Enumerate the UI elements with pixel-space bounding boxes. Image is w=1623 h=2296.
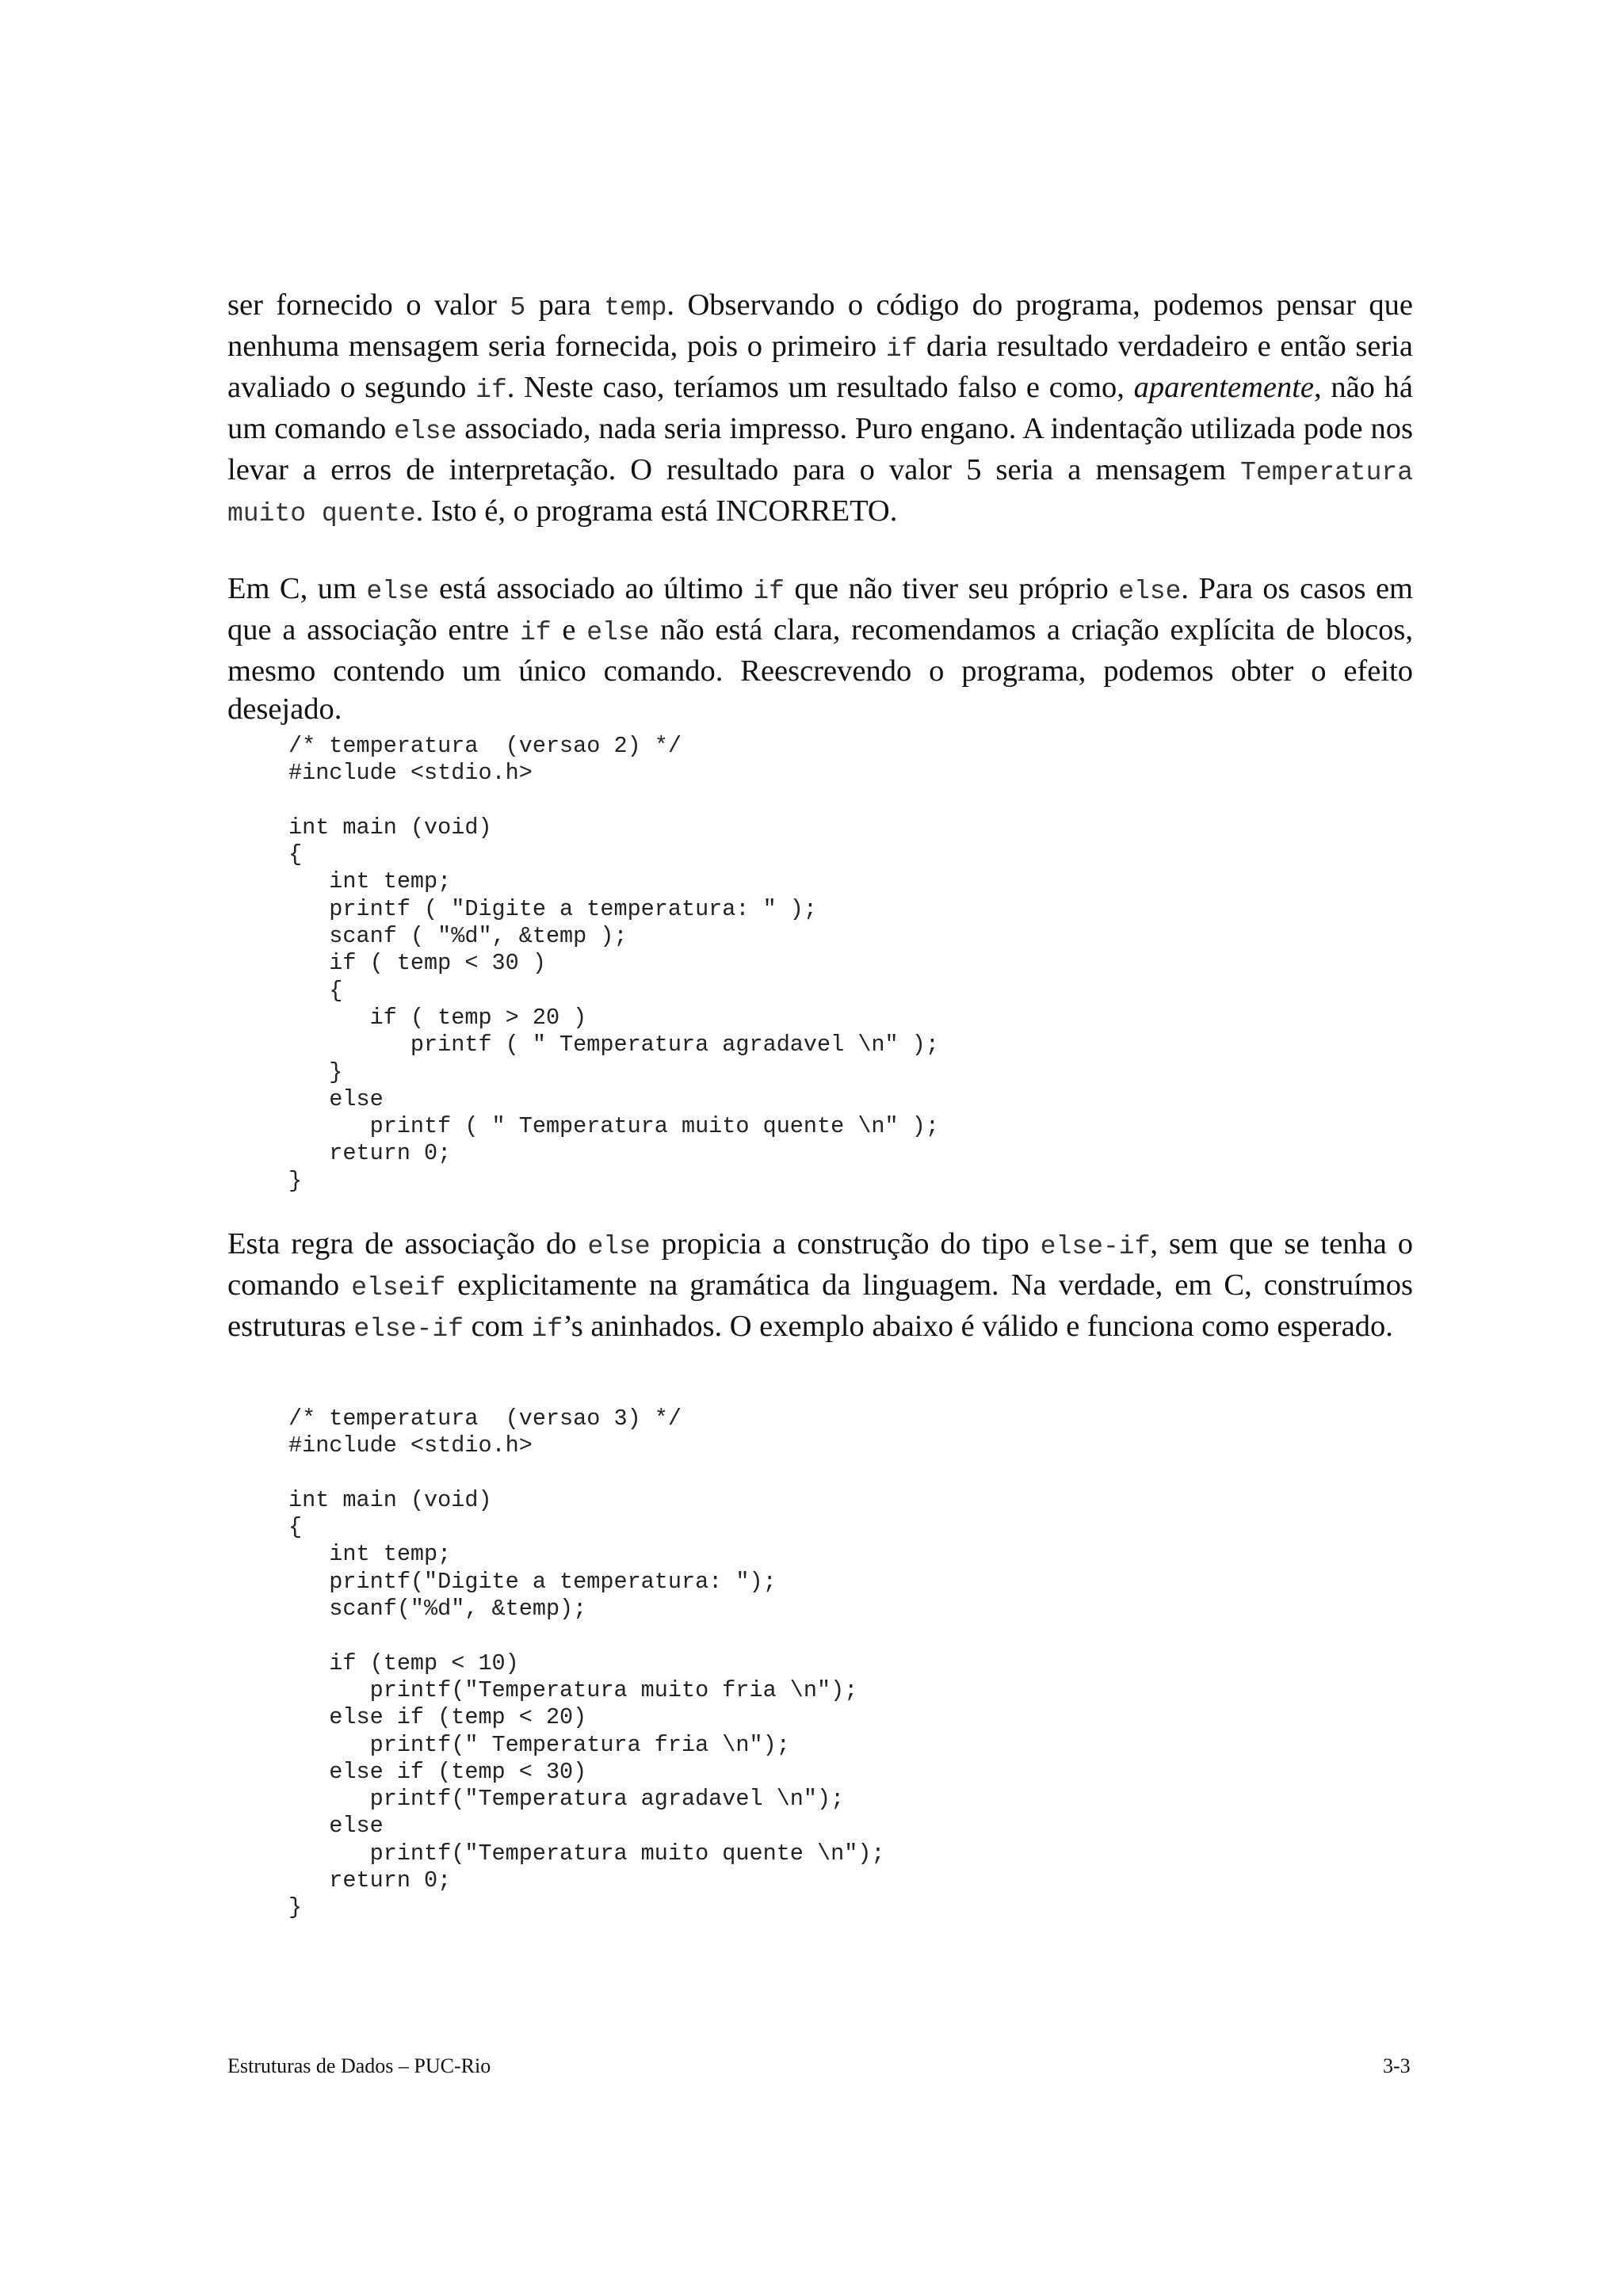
text: . Observando o código do programa, podemos pensar que nenhuma mensagem seria fornecida, pois o primeiro: [227, 288, 1414, 363]
inline-code: temp: [604, 293, 667, 322]
text: e: [551, 613, 587, 646]
text: . Para os casos em que a associação entre: [227, 572, 1414, 646]
text: , sem que se tenha o comando: [227, 1227, 1413, 1302]
inline-code: else: [587, 1232, 651, 1261]
text: ser fornecido o valor: [227, 288, 510, 322]
text: que não tiver seu próprio: [784, 572, 1119, 605]
paragraph-2: [227, 570, 1413, 728]
inline-code: elseif: [351, 1273, 446, 1302]
text: está associado ao último: [429, 572, 754, 605]
inline-code: else: [586, 618, 650, 647]
text: propicia a construção do tipo: [650, 1227, 1041, 1261]
text: associado, nada seria impresso. Puro engano. A indentação utilizada pode nos levar a erros de interpretação. O resultado para o valor 5 seria a mensagem: [227, 412, 1413, 486]
inline-code: else-if: [1040, 1232, 1151, 1261]
text: ’s aninhados. O exemplo abaixo é válido e funciona como esperado.: [563, 1310, 1393, 1343]
emphasis: aparentemente: [1133, 371, 1314, 404]
inline-code: 5: [510, 293, 526, 322]
paragraph-1: [227, 286, 1413, 533]
text: Em C, um: [227, 572, 367, 605]
page-body: [227, 286, 1413, 728]
text: daria resultado verdadeiro e então seria avaliado o segundo: [227, 330, 1413, 404]
inline-code: if: [885, 334, 918, 364]
text: com: [463, 1310, 532, 1343]
text: . Isto é, o programa está INCORRETO.: [415, 494, 898, 528]
inline-code: else: [394, 417, 457, 446]
footer-title: Estruturas de Dados – PUC-Rio: [227, 2054, 491, 2077]
inline-code: Temperatura muito quente: [227, 458, 1413, 528]
text: , não há um comando: [227, 371, 1413, 445]
inline-code: if: [520, 618, 552, 647]
paragraph-3: [227, 1225, 1413, 1348]
text: Esta regra de associação do: [227, 1227, 588, 1261]
inline-code: else: [366, 577, 430, 606]
inline-code: else-if: [353, 1314, 464, 1344]
inline-code: if: [531, 1314, 563, 1344]
inline-code: else: [1118, 577, 1182, 606]
text: explicitamente na gramática da linguagem. Na verdade, em C, construímos estruturas: [227, 1268, 1414, 1343]
inline-code: if: [475, 376, 507, 405]
text: não está clara, recomendamos a criação explícita de blocos, mesmo contendo um único comando. Reescrevendo o programa, podemos obter o efeito desejado.: [227, 613, 1413, 726]
text: para: [525, 288, 605, 322]
page-number: 3-3: [1383, 2054, 1411, 2077]
code-listing-1: /* temperatura (versao 2) */ #include <stdio.h> int main (void) { int temp; printf ( "Digite a temperatura: " ); scanf ( "%d", &temp ); if ( temp < 30 ) { if ( temp > 20 ) printf ( " Temperatura agradavel \n" ); } else printf ( " Temperatura muito quente \n" ); return 0; }: [288, 733, 939, 1194]
inline-code: if: [753, 577, 785, 606]
text: . Neste caso, teríamos um resultado falso e como,: [506, 371, 1134, 404]
code-listing-2: /* temperatura (versao 3) */ #include <stdio.h> int main (void) { int temp; printf("Digite a temperatura: "); scanf("%d", &temp); if (temp < 10) printf("Temperatura muito fria \n"); else if (temp < 20) printf(" Temperatura fria \n"); else if (temp < 30) printf("Temperatura agradavel \n"); else printf("Temperatura muito quente \n"); return 0; }: [288, 1405, 885, 1921]
